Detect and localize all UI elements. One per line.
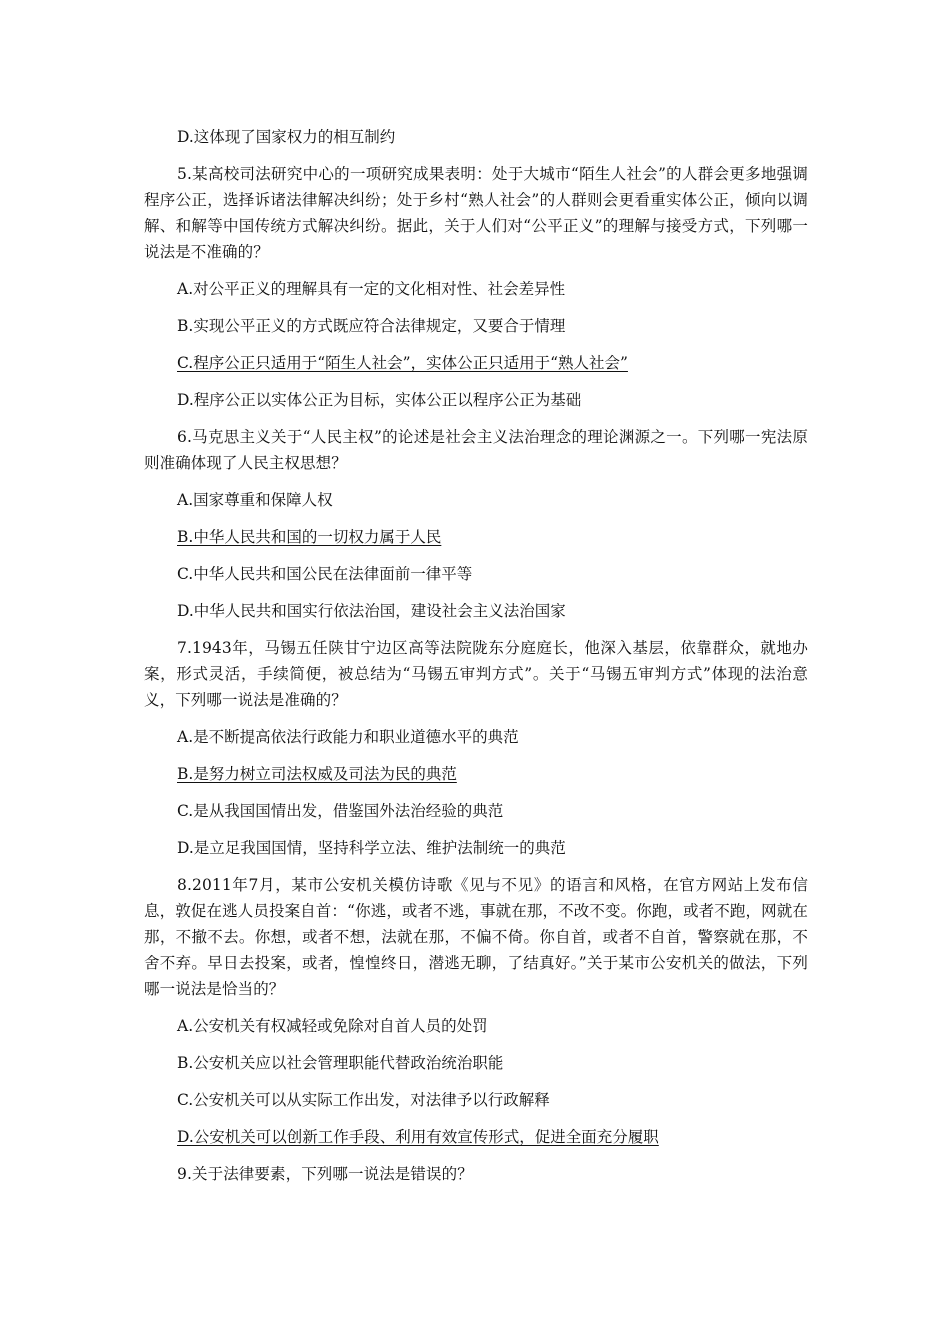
option-item (144, 561, 808, 587)
option-item (144, 487, 808, 513)
option-item (144, 1050, 808, 1076)
option-text: B.实现公平正义的方式既应符合法律规定，又要合于情理 (177, 317, 566, 335)
option-text: D.是立足我国国情，坚持科学立法、维护法制统一的典范 (177, 839, 566, 857)
option-text: C.公安机关可以从实际工作出发，对法律予以行政解释 (177, 1091, 550, 1109)
question-stem (144, 635, 808, 713)
question-stem (144, 1161, 808, 1187)
option-item (144, 313, 808, 339)
option-text: A.公安机关有权减轻或免除对自首人员的处罚 (177, 1017, 488, 1035)
question-text: 5.某高校司法研究中心的一项研究成果表明：处于大城市“陌生人社会”的人群会更多地强调程序公正，选择诉诸法律解决纠纷；处于乡村“熟人社会”的人群则会更看重实体公正，倾向以调解、和解等中国传统方式解决纠纷。据此，关于人们对“公平正义”的理解与接受方式，下列哪一说法是不准确的？ (144, 165, 808, 261)
option-text: C.中华人民共和国公民在法律面前一律平等 (177, 565, 473, 583)
question-stem (144, 424, 808, 476)
option-text: D.中华人民共和国实行依法治国，建设社会主义法治国家 (177, 602, 566, 620)
option-text: A.是不断提高依法行政能力和职业道德水平的典范 (177, 728, 519, 746)
option-text: A.国家尊重和保障人权 (177, 491, 333, 509)
answer-option (144, 350, 808, 376)
option-text: C.是从我国国情出发，借鉴国外法治经验的典范 (177, 802, 504, 820)
question-text: 9.关于法律要素，下列哪一说法是错误的？ (177, 1165, 473, 1183)
option-item (144, 835, 808, 861)
answer-option (144, 1124, 808, 1150)
exam-text-body (144, 124, 808, 1198)
option-item (144, 1087, 808, 1113)
question-text: 6.马克思主义关于“人民主权”的论述是社会主义法治理念的理论渊源之一。下列哪一宪法原则准确体现了人民主权思想？ (144, 428, 808, 472)
option-text: D.公安机关可以创新工作手段、利用有效宣传形式，促进全面充分履职 (177, 1128, 659, 1146)
question-text: 8.2011年7月，某市公安机关模仿诗歌《见与不见》的语言和风格，在官方网站上发布信息，敦促在逃人员投案自首：“你逃，或者不逃，事就在那，不改不变。你跑，或者不跑，网就在那，不撤不去。你想，或者不想，法就在那，不偏不倚。你自首，或者不自首，警察就在那，不舍不弃。早日去投案，或者，惶惶终日，潜逃无聊，了结真好。”关于某市公安机关的做法，下列哪一说法是恰当的？ (144, 876, 808, 998)
option-item (144, 724, 808, 750)
option-text: A.对公平正义的理解具有一定的文化相对性、社会差异性 (177, 280, 566, 298)
option-text: B.公安机关应以社会管理职能代替政治统治职能 (177, 1054, 504, 1072)
question-text: 7.1943年，马锡五任陕甘宁边区高等法院陇东分庭庭长，他深入基层，依靠群众，就地办案，形式灵活，手续简便，被总结为“马锡五审判方式”。关于“马锡五审判方式”体现的法治意义，下列哪一说法是准确的？ (144, 639, 808, 709)
option-item (144, 598, 808, 624)
option-text: D.程序公正以实体公正为目标，实体公正以程序公正为基础 (177, 391, 582, 409)
question-stem (144, 872, 808, 1002)
option-text: B.中华人民共和国的一切权力属于人民 (177, 528, 442, 546)
answer-option (144, 524, 808, 550)
answer-option (144, 761, 808, 787)
option-item (144, 1013, 808, 1039)
option-item (144, 387, 808, 413)
option-item (144, 124, 808, 150)
question-stem (144, 161, 808, 265)
option-text: C.程序公正只适用于“陌生人社会”，实体公正只适用于“熟人社会” (177, 354, 628, 372)
option-text: D.这体现了国家权力的相互制约 (177, 128, 396, 146)
option-text: B.是努力树立司法权威及司法为民的典范 (177, 765, 457, 783)
option-item (144, 276, 808, 302)
option-item (144, 798, 808, 824)
